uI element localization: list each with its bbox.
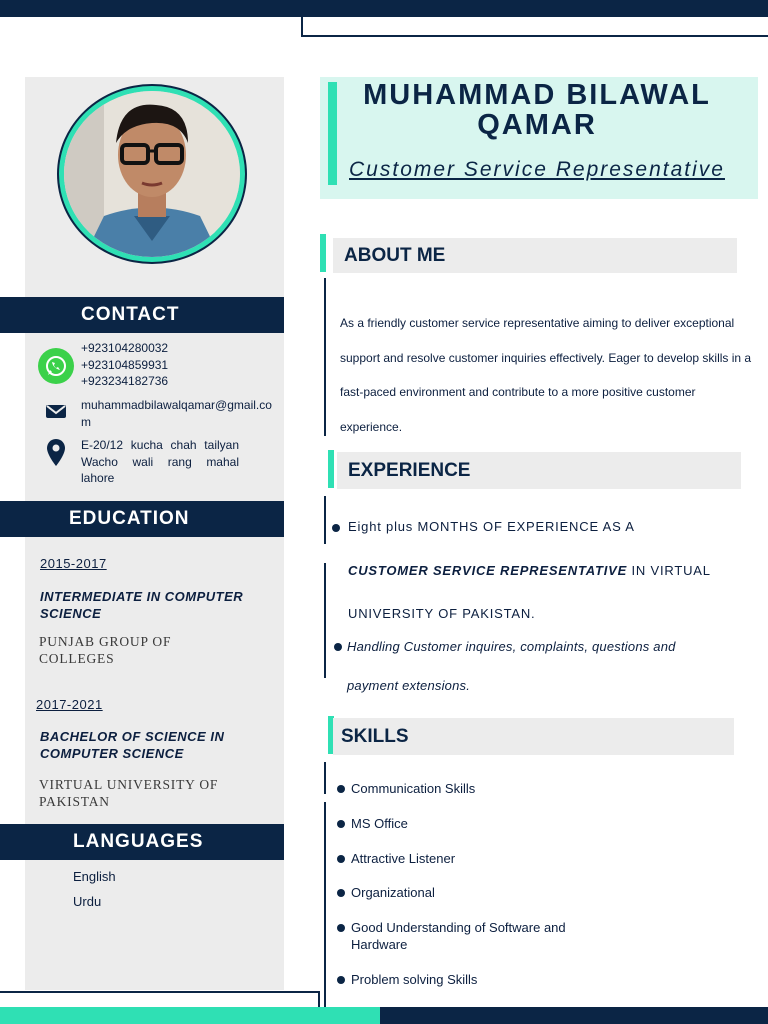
bullet-dot — [337, 924, 345, 932]
experience-line — [348, 563, 711, 578]
education-heading-label: EDUCATION — [69, 508, 190, 529]
mail-icon — [45, 402, 67, 425]
languages-heading — [0, 824, 284, 860]
person-avatar-illustration — [64, 91, 240, 257]
bullet-dot — [337, 889, 345, 897]
skill-item: Problem solving Skills — [351, 972, 478, 987]
full-name: MUHAMMAD BILAWAL QAMAR — [363, 79, 711, 141]
name-accent-bar — [328, 82, 337, 185]
bullet-dot — [334, 643, 342, 651]
skill-item: MS Office — [351, 816, 408, 831]
skills-divider-line — [324, 802, 326, 1007]
language-item: Urdu — [73, 894, 102, 909]
languages-heading-label: LANGUAGES — [73, 831, 204, 852]
experience-line: UNIVERSITY OF PAKISTAN. — [348, 606, 536, 621]
top-band — [0, 0, 768, 17]
experience-line-rest: IN VIRTUAL — [627, 563, 711, 578]
bullet-dot — [337, 820, 345, 828]
skill-item: Organizational — [351, 885, 435, 900]
job-title: Customer Service Representative — [349, 158, 725, 181]
contact-heading-label: CONTACT — [81, 304, 180, 325]
language-item: English — [73, 869, 116, 884]
experience-role-bold: CUSTOMER SERVICE REPRESENTATIVE — [348, 563, 628, 578]
skill-item: Communication Skills — [351, 781, 476, 796]
experience-heading-label: EXPERIENCE — [348, 459, 471, 481]
home-address: E-20/12 kucha chah tailyan Wacho wali rang mahal lahore — [81, 438, 239, 485]
email-address[interactable]: muhammadbilawalqamar@gmail.com — [81, 398, 272, 429]
experience-heading — [337, 452, 741, 489]
experience-line: Eight plus MONTHS OF EXPERIENCE AS A — [348, 519, 635, 534]
education-years: 2017-2021 — [36, 697, 103, 712]
experience-divider-line — [324, 563, 326, 678]
about-divider-line — [324, 278, 326, 436]
bottom-navy-band — [380, 1007, 768, 1024]
experience-accent-bar — [328, 450, 334, 488]
skills-divider-line — [324, 762, 326, 794]
skills-heading — [333, 718, 734, 755]
bullet-dot — [337, 785, 345, 793]
phone-number[interactable]: +923104280032 — [81, 341, 169, 355]
education-heading — [0, 501, 284, 537]
bullet-dot — [332, 524, 340, 532]
profile-photo — [64, 91, 240, 257]
location-pin-icon — [46, 438, 66, 473]
contact-heading — [0, 297, 284, 333]
education-school: VIRTUAL UNIVERSITY OF PAKISTAN — [39, 777, 219, 809]
experience-line: payment extensions. — [347, 678, 471, 693]
bullet-dot — [337, 976, 345, 984]
about-accent-bar — [320, 234, 326, 272]
experience-line: Handling Customer inquires, complaints, questions and — [347, 639, 676, 654]
education-years: 2015-2017 — [40, 556, 107, 571]
skill-item: Good Understanding of Software and Hardware — [351, 920, 566, 952]
bottom-mint-band — [0, 1007, 380, 1024]
skill-item: Attractive Listener — [351, 851, 456, 866]
education-degree: INTERMEDIATE IN COMPUTER SCIENCE — [40, 589, 244, 621]
about-heading-label: ABOUT ME — [344, 244, 446, 266]
phone-list — [81, 340, 168, 390]
phone-number[interactable]: +923234182736 — [81, 374, 169, 388]
whatsapp-icon — [38, 348, 74, 384]
top-frame-line — [301, 17, 768, 37]
education-degree: BACHELOR OF SCIENCE IN COMPUTER SCIENCE — [40, 729, 225, 761]
bullet-dot — [337, 855, 345, 863]
phone-number[interactable]: +923104859931 — [81, 357, 169, 372]
about-text: As a friendly customer service representative aiming to deliver exceptional support and resolve customer inquiries effectively. Eager to develop skills in a fast-paced environment and contribute to a more positive customer experience. — [340, 316, 752, 435]
experience-divider-line — [324, 496, 326, 544]
education-school: PUNJAB GROUP OF COLLEGES — [39, 634, 172, 666]
skills-heading-label: SKILLS — [341, 725, 409, 747]
bottom-frame-line — [0, 991, 320, 1007]
about-heading — [333, 238, 737, 273]
